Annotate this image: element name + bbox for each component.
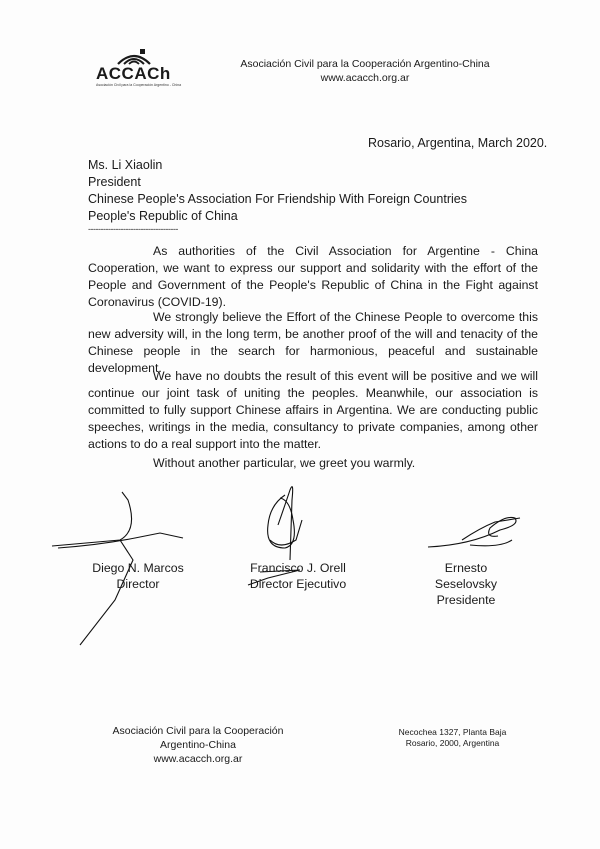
signatory-3 bbox=[416, 560, 516, 608]
signatory-2 bbox=[243, 560, 353, 592]
paragraph-1: As authorities of the Civil Association for Argentine - China Cooperation, we want to express our support and solidarity with the effort of the People and Government of the People's Republic of China in the Fight against Coronavirus (COVID-19). bbox=[88, 244, 538, 309]
footer-website: www.acacch.org.ar bbox=[153, 753, 243, 765]
signatory-role: Director Ejecutivo bbox=[249, 577, 347, 591]
logo-text: ACCACh bbox=[96, 64, 171, 83]
recipient-country: People's Republic of China bbox=[88, 209, 238, 223]
recipient-name: Ms. Li Xiaolin bbox=[88, 158, 163, 172]
logo-subtitle: Asociación Civil para la Cooperación Argentino - China bbox=[96, 83, 182, 87]
recipient-title: President bbox=[88, 175, 141, 189]
signatory-role: Presidente bbox=[436, 593, 496, 607]
signatory-name: Francisco J. Orell bbox=[250, 561, 346, 575]
signatory-role: Director bbox=[116, 577, 160, 591]
paragraph-2: We strongly believe the Effort of the Chinese People to overcome this new adversity will, in the long term, be another proof of the will and tenacity of the Chinese people in the search for harmonious, peaceful and sustainable development. bbox=[88, 310, 538, 375]
letterhead-org-name: Asociación Civil para la Cooperación Argentino-China bbox=[240, 58, 490, 70]
footer-address-line-2: Rosario, 2000, Argentina bbox=[405, 738, 500, 748]
signature-seselovsky bbox=[428, 517, 520, 547]
footer-org-name: Asociación Civil para la Cooperación Argentino-China bbox=[112, 725, 284, 751]
footer-org bbox=[88, 724, 308, 766]
recipient-block bbox=[88, 157, 467, 225]
recipient-separator: ------------------------------------ bbox=[88, 224, 178, 234]
signatory-1 bbox=[88, 560, 188, 592]
letterhead bbox=[225, 57, 505, 85]
letter-date: Rosario, Argentina, March 2020. bbox=[368, 136, 548, 150]
logo-arcs-icon bbox=[114, 46, 154, 66]
signatory-name: Diego N. Marcos bbox=[92, 561, 184, 575]
footer-address bbox=[395, 727, 510, 749]
footer-address-line-1: Necochea 1327, Planta Baja bbox=[398, 727, 507, 737]
letterhead-website: www.acacch.org.ar bbox=[320, 72, 410, 84]
signatory-name: Ernesto Seselovsky bbox=[434, 561, 498, 591]
recipient-organization: Chinese People's Association For Friendship With Foreign Countries bbox=[88, 192, 467, 206]
closing-line: Without another particular, we greet you warmly. bbox=[153, 456, 416, 470]
paragraph-3: We have no doubts the result of this event will be positive and we will continue our joint task of uniting the peoples. Meanwhile, our association is committed to fully support Chinese affairs in Argentina. We are conducting public speeches, writings in the media, consultancy to private companies, among other actions to do a real support into the matter. bbox=[88, 369, 538, 451]
organization-logo bbox=[96, 46, 182, 96]
